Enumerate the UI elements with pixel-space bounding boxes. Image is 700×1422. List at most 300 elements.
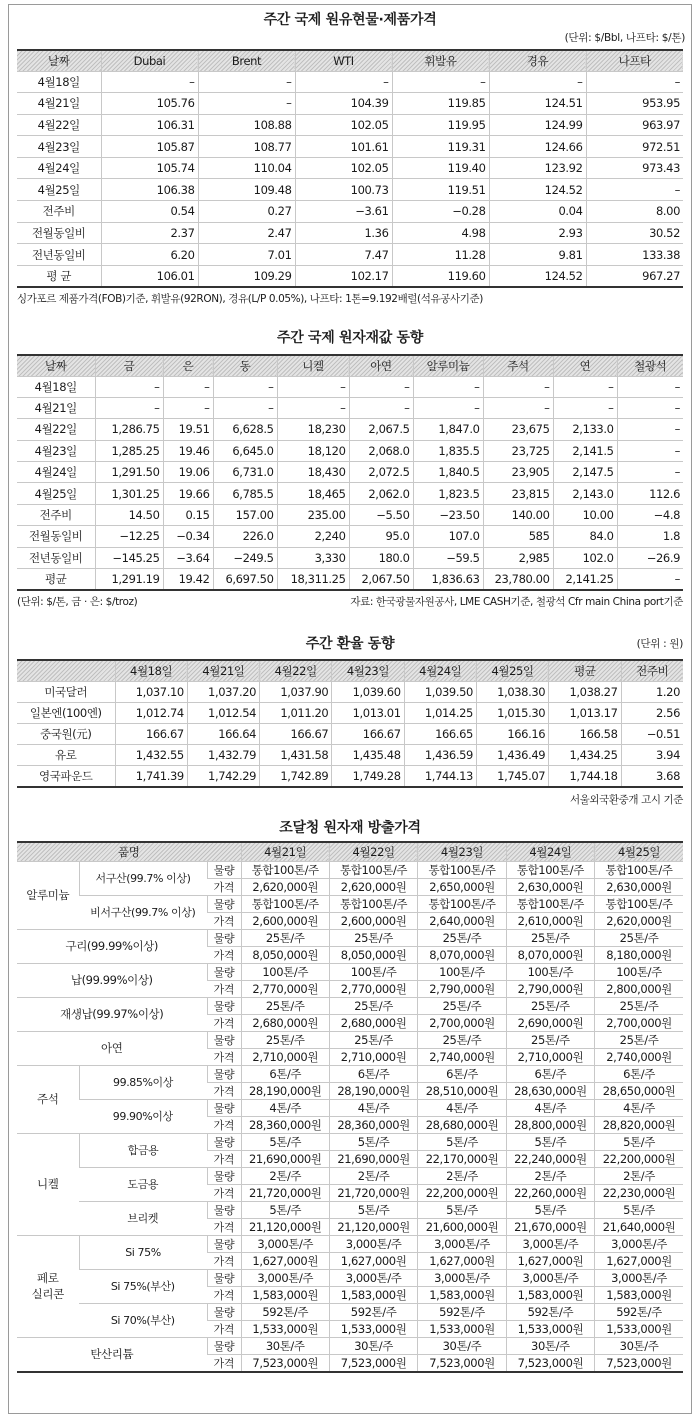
table-cell: 1,627,000원	[418, 1252, 506, 1269]
table-cell: –	[163, 397, 213, 418]
table-cell: 28,680,000원	[418, 1116, 506, 1133]
table-cell: 3.94	[621, 745, 683, 766]
table-cell: 6톤/주	[418, 1065, 506, 1082]
fx-rate-table	[17, 659, 683, 788]
table-row	[17, 265, 683, 287]
table-cell: 972.51	[586, 136, 683, 158]
table-cell: 6,731.0	[213, 462, 277, 483]
item-name: 서구산(99.7% 이상)	[79, 861, 207, 895]
table-cell: 2,700,000원	[418, 1014, 506, 1031]
table-cell: 157.00	[213, 504, 277, 525]
table-cell: –	[277, 376, 349, 397]
row-label: 전월동일비	[17, 526, 95, 547]
row-label: 유로	[17, 745, 115, 766]
column-header: 품명	[17, 842, 241, 861]
table-cell: 124.52	[489, 179, 586, 201]
metal-source-note: 자료: 한국광물자원공사, LME CASH기준, 철광석 Cfr main China port기준	[350, 595, 683, 608]
table-cell: 1,583,000원	[595, 1286, 683, 1303]
table-row	[17, 1303, 683, 1320]
table-cell: 119.60	[392, 265, 489, 287]
table-cell: 18,465	[277, 483, 349, 504]
table-cell: 180.0	[349, 547, 413, 568]
table-cell: 1,835.5	[413, 440, 483, 461]
table-cell: 1,742.89	[260, 766, 332, 787]
table-cell: –	[198, 93, 295, 115]
row-label: 전월동일비	[17, 222, 101, 244]
group-name: 페로 실리콘	[17, 1235, 79, 1337]
table-cell: 95.0	[349, 526, 413, 547]
table-cell: 25톤/주	[418, 1031, 506, 1048]
table-cell: 1,038.27	[549, 681, 621, 702]
table-cell: 4톤/주	[418, 1099, 506, 1116]
group-name: 탄산리튬	[17, 1337, 207, 1372]
table-row	[17, 1065, 683, 1082]
table-cell: 23,905	[483, 462, 553, 483]
table-cell: 28,650,000원	[595, 1082, 683, 1099]
table-cell: 2.93	[489, 222, 586, 244]
table-cell: 6톤/주	[595, 1065, 683, 1082]
table-cell: 1,015.30	[476, 702, 548, 723]
fx-title	[17, 633, 683, 653]
table-row	[17, 569, 683, 590]
table-cell: 1,533,000원	[418, 1320, 506, 1337]
table-cell: 22,200,000원	[418, 1184, 506, 1201]
metal-section	[17, 354, 683, 612]
table-row	[17, 1337, 683, 1354]
table-cell: 28,800,000원	[506, 1116, 594, 1133]
row-label: 미국달러	[17, 681, 115, 702]
table-cell: 7,523,000원	[506, 1354, 594, 1372]
row-label: 평 균	[17, 265, 101, 287]
table-cell: 100톤/주	[241, 963, 329, 980]
table-cell: 166.67	[115, 723, 187, 744]
item-name: 합금용	[79, 1133, 207, 1167]
table-cell: –	[483, 376, 553, 397]
table-cell: 8,070,000원	[506, 946, 594, 963]
table-cell: 21,120,000원	[241, 1218, 329, 1235]
qty-label: 물량	[207, 861, 241, 878]
table-cell: 1,583,000원	[241, 1286, 329, 1303]
qty-label: 물량	[207, 1201, 241, 1218]
table-cell: 107.0	[413, 526, 483, 547]
table-cell: 1,291.50	[95, 462, 163, 483]
table-cell: 2,620,000원	[241, 878, 329, 895]
table-cell: 110.04	[198, 157, 295, 179]
group-name: 재생납(99.97%이상)	[17, 997, 207, 1031]
table-cell: 2,610,000원	[506, 912, 594, 929]
table-cell: 1,039.60	[332, 681, 404, 702]
table-cell: 166.65	[404, 723, 476, 744]
table-cell: 3,330	[277, 547, 349, 568]
table-cell: 104.39	[295, 93, 392, 115]
price-label: 가격	[207, 912, 241, 929]
table-cell: 25톤/주	[595, 997, 683, 1014]
table-cell: 28,360,000원	[241, 1116, 329, 1133]
oil-title	[17, 9, 683, 31]
table-row	[17, 861, 683, 878]
table-cell: 30톤/주	[241, 1337, 329, 1354]
table-cell: 2,630,000원	[595, 878, 683, 895]
table-cell: –	[349, 397, 413, 418]
table-row	[17, 547, 683, 568]
group-name: 아연	[17, 1031, 207, 1065]
item-name: 브리켓	[79, 1201, 207, 1235]
table-cell: 2,740,000원	[418, 1048, 506, 1065]
item-name: 비서구산(99.7% 이상)	[79, 895, 207, 929]
table-cell: 133.38	[586, 244, 683, 266]
table-row	[17, 895, 683, 912]
table-cell: 1,011.20	[260, 702, 332, 723]
qty-label: 물량	[207, 1269, 241, 1286]
pps-title	[17, 817, 683, 837]
table-cell: 2,740,000원	[595, 1048, 683, 1065]
table-row	[17, 702, 683, 723]
table-cell: 7,523,000원	[418, 1354, 506, 1372]
table-row	[17, 681, 683, 702]
table-cell: 1.20	[621, 681, 683, 702]
table-cell: 8,180,000원	[595, 946, 683, 963]
table-cell: 1,533,000원	[329, 1320, 417, 1337]
table-cell: 3,000톤/주	[418, 1269, 506, 1286]
table-cell: 7.47	[295, 244, 392, 266]
table-cell: 2,240	[277, 526, 349, 547]
table-cell: 3.68	[621, 766, 683, 787]
column-header: 4월25일	[595, 842, 683, 861]
table-cell: 2,680,000원	[241, 1014, 329, 1031]
table-cell: –	[95, 376, 163, 397]
table-cell: 100.73	[295, 179, 392, 201]
column-header: 나프타	[586, 50, 683, 71]
table-cell: 102.0	[553, 547, 617, 568]
row-label: 4월21일	[17, 93, 101, 115]
table-cell: 3,000톤/주	[506, 1235, 594, 1252]
table-cell: 25톤/주	[506, 1031, 594, 1048]
column-header: 4월18일	[115, 660, 187, 681]
table-cell: –	[413, 397, 483, 418]
table-cell: 2,800,000원	[595, 980, 683, 997]
table-cell: –	[483, 397, 553, 418]
column-header: 알루미늄	[413, 355, 483, 376]
table-cell: 166.16	[476, 723, 548, 744]
table-cell: 6톤/주	[329, 1065, 417, 1082]
table-cell: 166.58	[549, 723, 621, 744]
qty-label: 물량	[207, 1099, 241, 1116]
table-cell: 25톤/주	[595, 1031, 683, 1048]
table-cell: 1,436.59	[404, 745, 476, 766]
qty-label: 물량	[207, 895, 241, 912]
table-cell: 18,230	[277, 419, 349, 440]
table-cell: 119.51	[392, 179, 489, 201]
oil-section	[17, 49, 683, 306]
table-cell: 2,700,000원	[595, 1014, 683, 1031]
table-cell: 592톤/주	[241, 1303, 329, 1320]
table-cell: 963.97	[586, 114, 683, 136]
table-cell: 1,823.5	[413, 483, 483, 504]
table-cell: 124.51	[489, 93, 586, 115]
price-label: 가격	[207, 1184, 241, 1201]
table-cell: 1,432.55	[115, 745, 187, 766]
table-cell: 4.98	[392, 222, 489, 244]
table-cell: –	[213, 397, 277, 418]
table-cell: 6,628.5	[213, 419, 277, 440]
table-cell: 7,523,000원	[241, 1354, 329, 1372]
table-cell: 8,050,000원	[241, 946, 329, 963]
fx-title-text: 주간 환율 동향	[305, 636, 395, 652]
table-cell: 0.54	[101, 201, 198, 223]
table-cell: 30톤/주	[418, 1337, 506, 1354]
column-header: 니켈	[277, 355, 349, 376]
table-cell: 3,000톤/주	[506, 1269, 594, 1286]
table-cell: –	[295, 71, 392, 93]
table-cell: 3,000톤/주	[329, 1269, 417, 1286]
table-row	[17, 723, 683, 744]
table-cell: −3.64	[163, 547, 213, 568]
table-cell: −249.5	[213, 547, 277, 568]
row-label: 전주비	[17, 504, 95, 525]
fx-section	[17, 659, 683, 807]
table-cell: –	[277, 397, 349, 418]
table-cell: 100톤/주	[506, 963, 594, 980]
column-header: 4월22일	[260, 660, 332, 681]
table-cell: 1,037.20	[187, 681, 259, 702]
table-row	[17, 179, 683, 201]
table-cell: 119.40	[392, 157, 489, 179]
table-row	[17, 93, 683, 115]
table-row	[17, 201, 683, 223]
table-row	[17, 745, 683, 766]
table-cell: 18,430	[277, 462, 349, 483]
table-cell: 21,690,000원	[241, 1150, 329, 1167]
table-cell: 18,120	[277, 440, 349, 461]
column-header: 전주비	[621, 660, 683, 681]
market-report-page	[8, 4, 692, 1414]
table-row	[17, 71, 683, 93]
table-cell: 3,000톤/주	[418, 1235, 506, 1252]
metal-title	[17, 327, 683, 347]
table-cell: 23,725	[483, 440, 553, 461]
table-cell: 1,037.10	[115, 681, 187, 702]
table-cell: 2,062.0	[349, 483, 413, 504]
table-cell: 2.37	[101, 222, 198, 244]
qty-label: 물량	[207, 1337, 241, 1354]
table-cell: 25톤/주	[329, 997, 417, 1014]
table-cell: 119.31	[392, 136, 489, 158]
table-cell: 18,311.25	[277, 569, 349, 590]
table-cell: 28,510,000원	[418, 1082, 506, 1099]
table-cell: 2,630,000원	[506, 878, 594, 895]
table-cell: 4톤/주	[506, 1099, 594, 1116]
table-cell: 1,037.90	[260, 681, 332, 702]
column-header: 4월23일	[332, 660, 404, 681]
table-cell: –	[413, 376, 483, 397]
row-label: 4월24일	[17, 462, 95, 483]
table-cell: −0.34	[163, 526, 213, 547]
table-cell: 2,985	[483, 547, 553, 568]
table-cell: 106.31	[101, 114, 198, 136]
table-cell: 25톤/주	[506, 997, 594, 1014]
table-cell: −12.25	[95, 526, 163, 547]
table-cell: 2,600,000원	[241, 912, 329, 929]
table-cell: 2,072.5	[349, 462, 413, 483]
table-cell: 5톤/주	[506, 1133, 594, 1150]
table-cell: 1,533,000원	[241, 1320, 329, 1337]
table-cell: 21,640,000원	[595, 1218, 683, 1235]
row-label: 4월25일	[17, 483, 95, 504]
table-row	[17, 504, 683, 525]
table-cell: 4톤/주	[329, 1099, 417, 1116]
column-header: 4월21일	[187, 660, 259, 681]
table-cell: 106.01	[101, 265, 198, 287]
table-cell: 2톤/주	[418, 1167, 506, 1184]
table-cell: 통합100톤/주	[506, 861, 594, 878]
price-label: 가격	[207, 1286, 241, 1303]
table-cell: 100톤/주	[418, 963, 506, 980]
metal-price-table	[17, 354, 683, 591]
table-cell: 3,000톤/주	[241, 1269, 329, 1286]
table-cell: 2,620,000원	[329, 878, 417, 895]
table-cell: 1,013.01	[332, 702, 404, 723]
table-cell: 1,847.0	[413, 419, 483, 440]
table-cell: 2,600,000원	[329, 912, 417, 929]
qty-label: 물량	[207, 1031, 241, 1048]
table-cell: 1,627,000원	[506, 1252, 594, 1269]
table-cell: 1,291.19	[95, 569, 163, 590]
table-cell: 21,600,000원	[418, 1218, 506, 1235]
table-cell: 226.0	[213, 526, 277, 547]
table-cell: 1,836.63	[413, 569, 483, 590]
table-cell: 통합100톤/주	[241, 861, 329, 878]
table-cell: 19.06	[163, 462, 213, 483]
group-name: 납(99.99%이상)	[17, 963, 207, 997]
column-header	[17, 660, 115, 681]
item-name: Si 75%(부산)	[79, 1269, 207, 1303]
table-cell: 3,000톤/주	[329, 1235, 417, 1252]
table-cell: 23,675	[483, 419, 553, 440]
table-cell: 123.92	[489, 157, 586, 179]
column-header: 휘발유	[392, 50, 489, 71]
table-cell: 2,710,000원	[329, 1048, 417, 1065]
table-cell: 통합100톤/주	[329, 861, 417, 878]
qty-label: 물량	[207, 1133, 241, 1150]
table-cell: 25톤/주	[595, 929, 683, 946]
row-label: 전주비	[17, 201, 101, 223]
table-cell: 1,435.48	[332, 745, 404, 766]
table-cell: 592톤/주	[595, 1303, 683, 1320]
table-cell: 592톤/주	[506, 1303, 594, 1320]
table-cell: 2톤/주	[506, 1167, 594, 1184]
row-label: 일본엔(100엔)	[17, 702, 115, 723]
table-cell: 28,190,000원	[241, 1082, 329, 1099]
qty-label: 물량	[207, 1303, 241, 1320]
table-cell: 105.87	[101, 136, 198, 158]
table-cell: 84.0	[553, 526, 617, 547]
group-name: 주석	[17, 1065, 79, 1133]
pps-section	[17, 841, 683, 1373]
table-cell: 102.17	[295, 265, 392, 287]
table-cell: 21,120,000원	[329, 1218, 417, 1235]
table-cell: 28,360,000원	[329, 1116, 417, 1133]
table-cell: 21,720,000원	[241, 1184, 329, 1201]
column-header: 동	[213, 355, 277, 376]
table-cell: 25톤/주	[418, 929, 506, 946]
table-cell: 592톤/주	[329, 1303, 417, 1320]
table-cell: 30톤/주	[329, 1337, 417, 1354]
table-cell: 100톤/주	[595, 963, 683, 980]
oil-unit: (단위: $/Bbl, 나프타: $/톤)	[564, 32, 685, 44]
price-label: 가격	[207, 980, 241, 997]
table-cell: 22,240,000원	[506, 1150, 594, 1167]
table-cell: 105.76	[101, 93, 198, 115]
table-cell: 166.64	[187, 723, 259, 744]
table-cell: 1,012.74	[115, 702, 187, 723]
table-cell: 19.46	[163, 440, 213, 461]
table-cell: 0.15	[163, 504, 213, 525]
metal-title-text: 주간 국제 원자재값 동향	[277, 330, 423, 346]
table-row	[17, 766, 683, 787]
table-cell: 8,070,000원	[418, 946, 506, 963]
row-label: 영국파운드	[17, 766, 115, 787]
table-cell: 112.6	[617, 483, 683, 504]
table-cell: 통합100톤/주	[329, 895, 417, 912]
table-cell: 1,038.30	[476, 681, 548, 702]
qty-label: 물량	[207, 1167, 241, 1184]
table-cell: 1,583,000원	[506, 1286, 594, 1303]
table-cell: 1,014.25	[404, 702, 476, 723]
table-cell: –	[489, 71, 586, 93]
row-label: 4월18일	[17, 376, 95, 397]
table-cell: 967.27	[586, 265, 683, 287]
table-cell: 1,436.49	[476, 745, 548, 766]
column-header: WTI	[295, 50, 392, 71]
price-label: 가격	[207, 1150, 241, 1167]
column-header: Brent	[198, 50, 295, 71]
table-row	[17, 483, 683, 504]
table-cell: 25톤/주	[418, 997, 506, 1014]
table-cell: 1,012.54	[187, 702, 259, 723]
row-label: 4월21일	[17, 397, 95, 418]
column-header: 4월23일	[418, 842, 506, 861]
item-name: 99.90%이상	[79, 1099, 207, 1133]
table-cell: –	[586, 179, 683, 201]
table-cell: −0.51	[621, 723, 683, 744]
row-label: 4월22일	[17, 419, 95, 440]
group-name: 알루미늄	[17, 861, 79, 929]
table-row	[17, 997, 683, 1014]
table-cell: 119.95	[392, 114, 489, 136]
table-row	[17, 1235, 683, 1252]
table-cell: 통합100톤/주	[241, 895, 329, 912]
item-name: 도금용	[79, 1167, 207, 1201]
table-cell: 1,533,000원	[595, 1320, 683, 1337]
table-row	[17, 963, 683, 980]
table-cell: –	[198, 71, 295, 93]
price-label: 가격	[207, 1320, 241, 1337]
table-cell: −26.9	[617, 547, 683, 568]
table-cell: 1,039.50	[404, 681, 476, 702]
column-header: 경유	[489, 50, 586, 71]
table-cell: 2,141.25	[553, 569, 617, 590]
table-cell: –	[213, 376, 277, 397]
table-cell: 19.66	[163, 483, 213, 504]
table-cell: 22,260,000원	[506, 1184, 594, 1201]
column-header: 날짜	[17, 355, 95, 376]
table-cell: 통합100톤/주	[595, 895, 683, 912]
table-cell: 28,190,000원	[329, 1082, 417, 1099]
table-cell: 105.74	[101, 157, 198, 179]
table-cell: 1,285.25	[95, 440, 163, 461]
table-cell: 1,744.13	[404, 766, 476, 787]
oil-note: 싱가포르 제품가격(FOB)기준, 휘발유(92RON), 경유(L/P 0.05%), 나프타: 1톤=9.192배럴(석유공사기준)	[17, 292, 483, 305]
